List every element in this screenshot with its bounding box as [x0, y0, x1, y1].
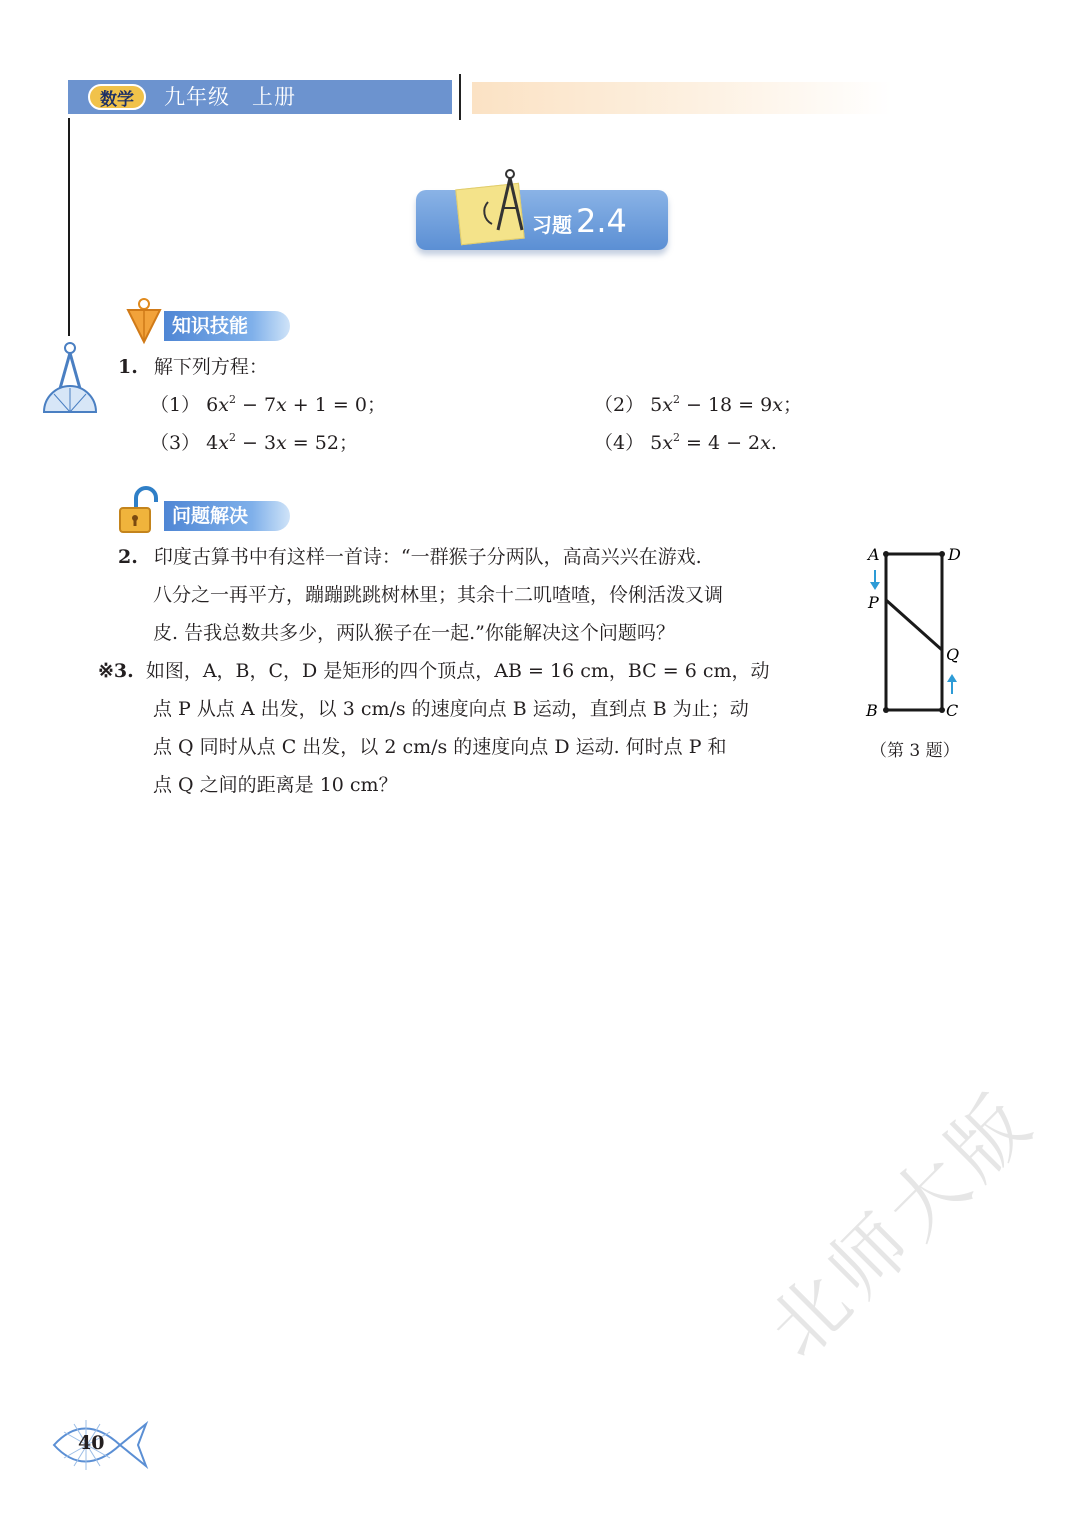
question-3 [98, 652, 770, 804]
header-gradient [472, 82, 892, 114]
page-number: 40 [78, 1432, 105, 1454]
vertex-c [939, 707, 945, 713]
question-text-line: 皮. 告我总数共多少，两队猴子在一起.”你能解决这个问题吗？ [153, 622, 675, 644]
compass-icon [470, 166, 534, 242]
knowledge-icon [124, 296, 164, 346]
question-prompt: 解下列方程： [153, 356, 268, 378]
rectangle-abcd [886, 554, 942, 710]
arrow-down-head [870, 582, 880, 590]
padlock-icon [118, 486, 162, 534]
rectangle-figure [860, 540, 970, 730]
item-label: （1） [150, 394, 201, 416]
header-divider [459, 74, 461, 120]
label-b: B [866, 701, 878, 720]
question-number: 1. [118, 356, 138, 378]
q1-item [150, 424, 358, 462]
item-label: （3） [150, 432, 201, 454]
question-text-line: 印度古算书中有这样一首诗：“一群猴子分两队，高高兴兴在游戏. [153, 546, 702, 568]
question-text-line: 点 Q 之间的距离是 10 cm？ [153, 774, 398, 796]
vertex-d [939, 551, 945, 557]
label-d: D [948, 545, 961, 564]
q1-item [594, 424, 777, 462]
subject-badge: 数学 [88, 84, 146, 110]
vertex-b [883, 707, 889, 713]
equation: $5x^2 - 18 = 9x$； [650, 393, 802, 416]
equation: $6x^2 - 7x + 1 = 0$； [206, 393, 386, 416]
question-text-line: 八分之一再平方，蹦蹦跳跳树林里；其余十二叽喳喳，伶俐活泼又调 [153, 584, 724, 606]
question-1 [118, 348, 268, 386]
compass-ruler-icon [40, 340, 100, 416]
question-text-line: 点 Q 同时从点 C 出发，以 2 cm/s 的速度向点 D 运动. 何时点 P 和 [153, 736, 727, 758]
exercise-number: 2.4 [576, 202, 627, 240]
equation: $4x^2 - 3x = 52$； [206, 431, 358, 454]
exercise-label: 习题 [532, 213, 572, 237]
question-text-line: 点 P 从点 A 出发，以 3 cm/s 的速度向点 B 运动，直到点 B 为止；动 [153, 698, 749, 720]
figure-caption: （第 3 题） [870, 741, 960, 761]
segment-pq [886, 600, 942, 650]
grade-label: 九年级 上册 [164, 85, 296, 109]
question-2 [118, 538, 723, 652]
label-p: P [868, 593, 879, 612]
question-text-line: 如图，A，B，C，D 是矩形的四个顶点，AB = 16 cm，BC = 6 cm，动 [145, 660, 770, 682]
section-problem-solving: 问题解决 [164, 501, 290, 531]
question-number: 2. [118, 546, 138, 568]
label-a: A [868, 545, 880, 564]
question-number: ※3. [98, 660, 134, 682]
section-knowledge-skills: 知识技能 [164, 311, 290, 341]
label-c: C [946, 701, 959, 720]
exercise-title [532, 200, 627, 242]
arrow-up-head [947, 674, 957, 682]
watermark: 北师大版 [751, 1073, 1052, 1375]
item-label: （4） [594, 432, 645, 454]
item-label: （2） [594, 394, 645, 416]
q1-item [150, 386, 386, 424]
equation: $5x^2 = 4 - 2x$. [650, 431, 777, 454]
q1-item [594, 386, 802, 424]
margin-rule [68, 118, 70, 336]
vertex-a [883, 551, 889, 557]
label-q: Q [946, 645, 960, 664]
